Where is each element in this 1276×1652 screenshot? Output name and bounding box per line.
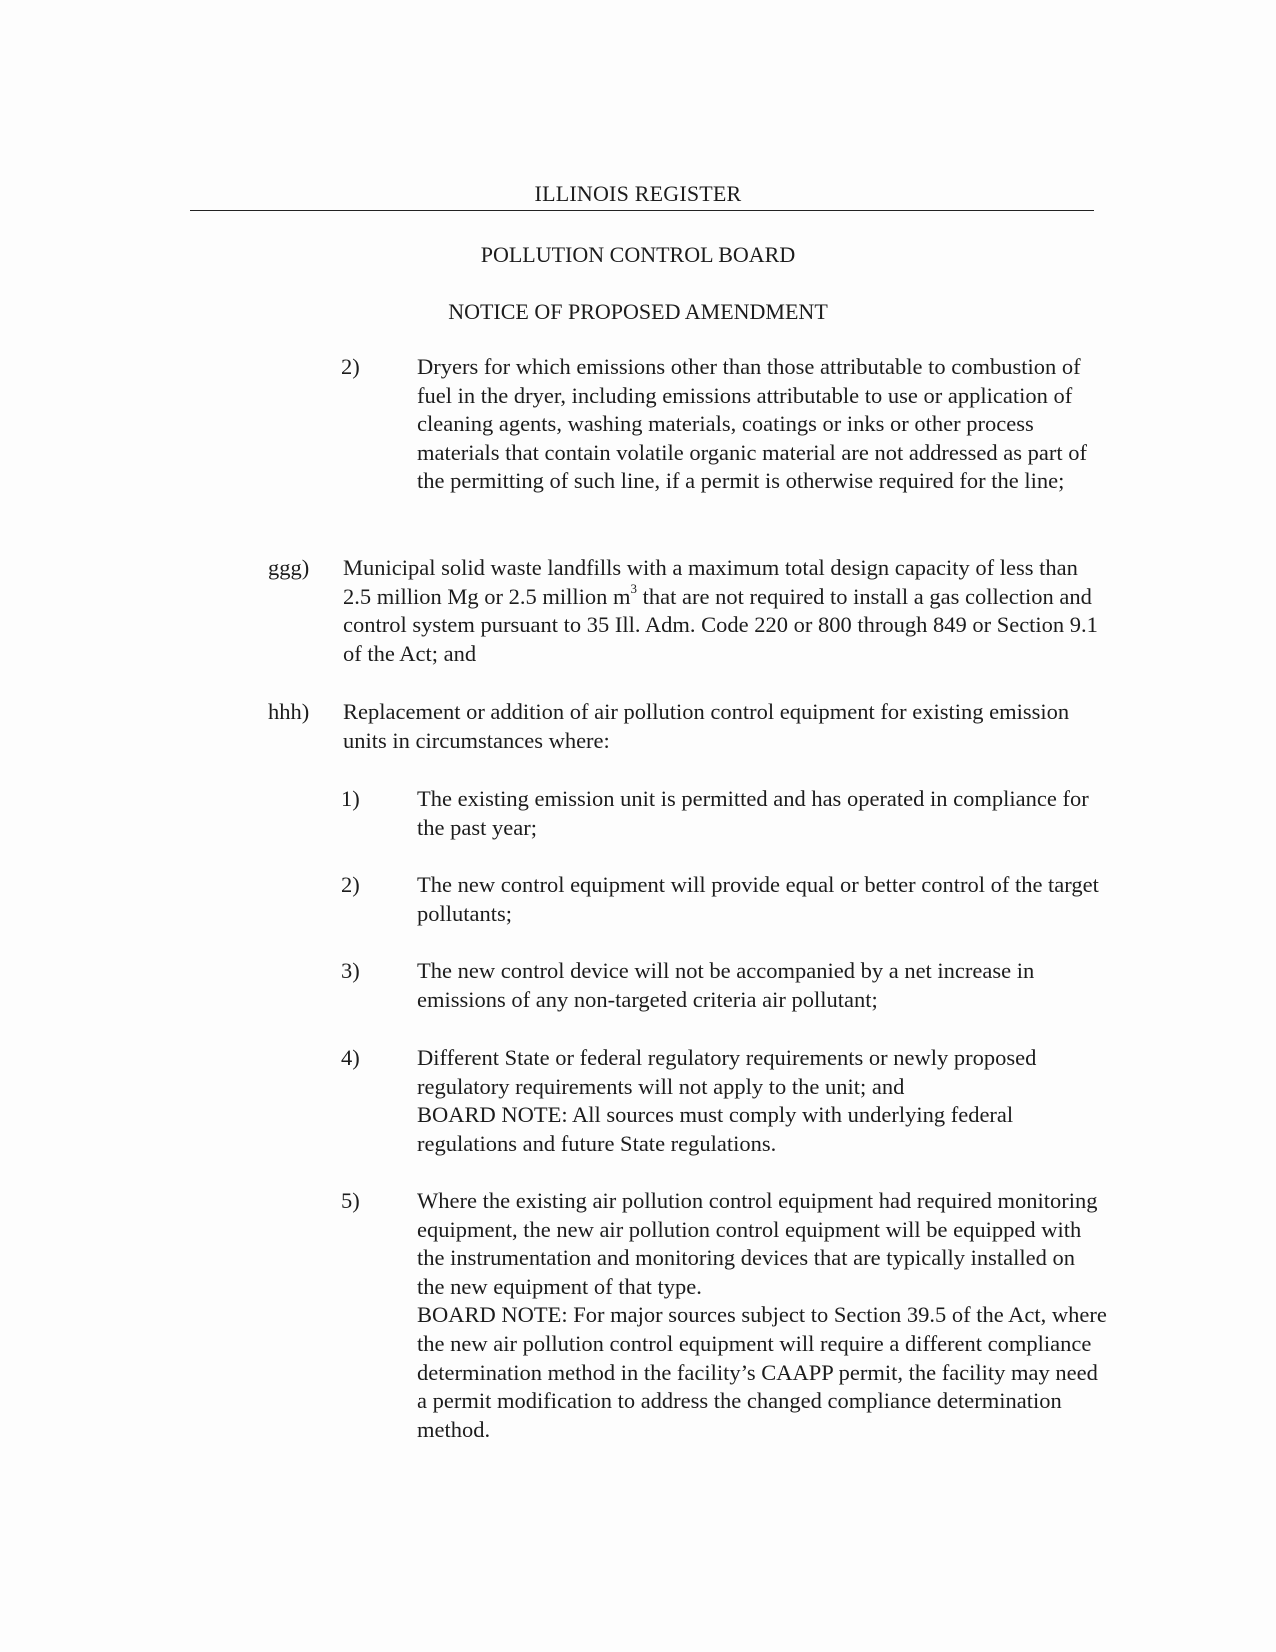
- board-note: BOARD NOTE: For major sources subject to Section 39.5 of the Act, where the new air pollution control equipment will require a different compliance determination method in the facility’s CAAPP permit, the facility may need a permit modification to address the changed compliance determination method.: [417, 1302, 1107, 1442]
- item-label: ggg): [268, 555, 310, 580]
- item-text-main: Different State or federal regulatory requirements or newly proposed regulatory requirements will not apply to the unit; and: [417, 1045, 1037, 1099]
- item-label: 2): [341, 872, 360, 897]
- item-label: hhh): [268, 699, 310, 724]
- header-divider: [190, 210, 1094, 211]
- superscript: 3: [630, 580, 638, 596]
- item-text-part: Municipal solid waste landfills with a maximum total design capacity of less than 2.5 million Mg or 2.5 million m: [343, 555, 1078, 609]
- register-title: ILLINOIS REGISTER: [534, 181, 742, 206]
- item-text: Replacement or addition of air pollution control equipment for existing emission units in circumstances where:: [343, 699, 1070, 753]
- item-text: The existing emission unit is permitted and has operated in compliance for the past year;: [417, 786, 1089, 840]
- item-text: Dryers for which emissions other than those attributable to combustion of fuel in the dryer, including emissions attributable to use or application of cleaning agents, washing materials, coatings or inks or other process materials that contain volatile organic material are not addressed as part of the permitting of such line, if a permit is otherwise required for the line;: [417, 354, 1087, 494]
- item-text: The new control equipment will provide equal or better control of the target pollutants;: [417, 872, 1099, 926]
- item-label: 3): [341, 958, 360, 983]
- item-label: 1): [341, 786, 360, 811]
- item-text: [417, 1044, 1107, 1158]
- item-text-part: that are not required to install a gas collection and control system pursuant to 35 Ill. Adm. Code 220 or 800 through 849 or Section 9.1 of the Act; and: [343, 583, 1098, 666]
- item-text: [417, 1187, 1107, 1444]
- item-text: [343, 554, 1103, 668]
- item-label: 5): [341, 1188, 360, 1213]
- notice-title: NOTICE OF PROPOSED AMENDMENT: [448, 299, 828, 324]
- board-title: POLLUTION CONTROL BOARD: [480, 242, 796, 267]
- item-text-main: Where the existing air pollution control equipment had required monitoring equipment, the new air pollution control equipment will be equipped with the instrumentation and monitoring devices that are typically installed on the new equipment of that type.: [417, 1188, 1098, 1299]
- board-note: BOARD NOTE: All sources must comply with underlying federal regulations and future State regulations.: [417, 1102, 1014, 1156]
- item-text: The new control device will not be accompanied by a net increase in emissions of any non-targeted criteria air pollutant;: [417, 958, 1035, 1012]
- item-label: 4): [341, 1045, 360, 1070]
- item-label: 2): [341, 354, 360, 379]
